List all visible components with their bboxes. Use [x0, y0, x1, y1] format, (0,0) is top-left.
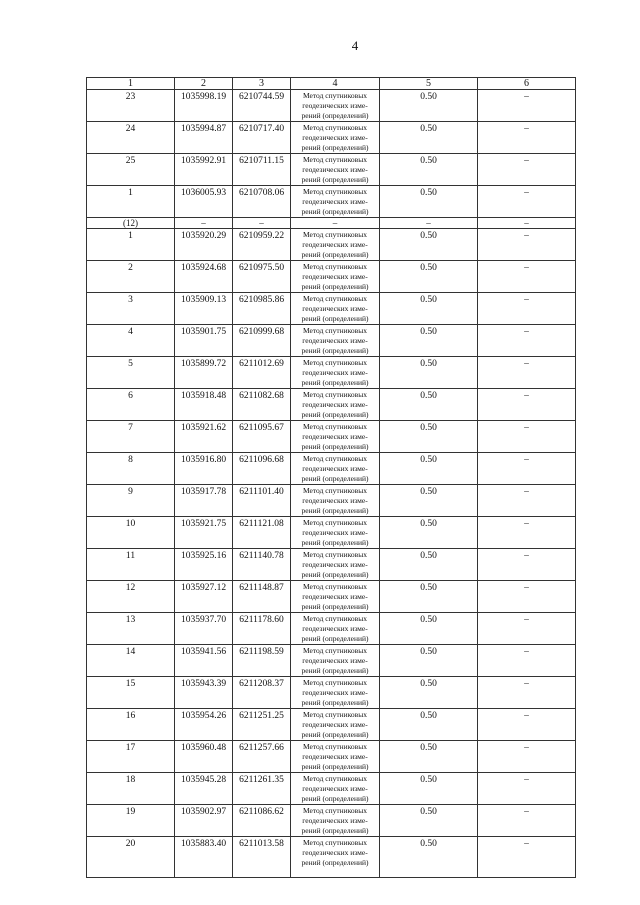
table-cell: 0.50 — [380, 186, 478, 218]
table-cell: 6210959.22 — [233, 229, 291, 261]
table-cell: – — [478, 186, 576, 218]
table-cell: 6210708.06 — [233, 186, 291, 218]
method-cell — [291, 122, 380, 154]
table-row — [87, 261, 576, 293]
method-line: Метод спутниковых — [302, 155, 368, 164]
method-line: Метод спутниковых — [302, 550, 368, 559]
table-cell: 1035954.26 — [175, 709, 233, 741]
method-line: геодезических изме- — [302, 720, 368, 729]
page-number: 4 — [351, 38, 359, 53]
table-cell: 19 — [87, 805, 175, 837]
table-row — [87, 421, 576, 453]
method-line: геодезических изме- — [302, 368, 368, 377]
table-cell: 7 — [87, 421, 175, 453]
method-line: геодезических изме- — [302, 560, 368, 569]
table-cell: 13 — [87, 613, 175, 645]
table-cell: 0.50 — [380, 677, 478, 709]
table-cell: 11 — [87, 549, 175, 581]
method-line: Метод спутниковых — [302, 358, 368, 367]
method-cell — [291, 581, 380, 613]
table-cell: – — [478, 837, 576, 878]
method-line: рений (определений) — [301, 506, 369, 515]
table-cell: 6 — [87, 389, 175, 421]
method-line: Метод спутниковых — [302, 742, 368, 751]
method-line: рений (определений) — [301, 762, 369, 771]
method-cell — [291, 805, 380, 837]
table-cell: – — [478, 293, 576, 325]
method-line: рений (определений) — [301, 634, 369, 643]
table-cell: – — [478, 122, 576, 154]
table-cell: – — [380, 218, 478, 229]
table-cell: 2 — [87, 261, 175, 293]
method-line: геодезических изме- — [302, 101, 368, 110]
table-row — [87, 741, 576, 773]
method-cell — [291, 837, 380, 878]
method-line: Метод спутниковых — [302, 518, 368, 527]
table-cell: 1035921.62 — [175, 421, 233, 453]
table-cell: 16 — [87, 709, 175, 741]
method-line: Метод спутниковых — [302, 710, 368, 719]
table-cell: 6210999.68 — [233, 325, 291, 357]
method-line: Метод спутниковых — [302, 91, 368, 100]
table-cell: (12) — [87, 218, 175, 229]
table-cell: 25 — [87, 154, 175, 186]
column-header: 6 — [478, 78, 576, 90]
table-cell: 6211148.87 — [233, 581, 291, 613]
column-header: 4 — [291, 78, 380, 90]
table-row — [87, 229, 576, 261]
method-line: геодезических изме- — [302, 133, 368, 142]
table-row — [87, 613, 576, 645]
table-row — [87, 517, 576, 549]
table-row — [87, 122, 576, 154]
table-cell: 0.50 — [380, 229, 478, 261]
table-cell: – — [478, 773, 576, 805]
table-cell: 0.50 — [380, 122, 478, 154]
table-cell: – — [478, 389, 576, 421]
method-line: рений (определений) — [301, 207, 369, 216]
method-line: рений (определений) — [301, 858, 369, 867]
method-line: геодезических изме- — [302, 656, 368, 665]
method-cell — [291, 357, 380, 389]
table-row — [87, 90, 576, 122]
table-cell: 5 — [87, 357, 175, 389]
table-row — [87, 389, 576, 421]
table-cell: – — [478, 581, 576, 613]
table-cell: 14 — [87, 645, 175, 677]
table-cell: 0.50 — [380, 261, 478, 293]
method-line: геодезических изме- — [302, 304, 368, 313]
table-cell: – — [478, 357, 576, 389]
method-line: Метод спутниковых — [302, 454, 368, 463]
table-cell: 6211013.58 — [233, 837, 291, 878]
table-cell: 23 — [87, 90, 175, 122]
method-line: геодезических изме- — [302, 528, 368, 537]
method-line: рений (определений) — [301, 314, 369, 323]
table-cell: 6211257.66 — [233, 741, 291, 773]
method-line: Метод спутниковых — [302, 230, 368, 239]
method-line: рений (определений) — [301, 143, 369, 152]
table-header-row — [87, 78, 576, 90]
method-line: Метод спутниковых — [302, 390, 368, 399]
table-cell: 3 — [87, 293, 175, 325]
table-cell: 0.50 — [380, 613, 478, 645]
column-header: 1 — [87, 78, 175, 90]
table-cell: 1035924.68 — [175, 261, 233, 293]
table-cell: – — [478, 421, 576, 453]
table-cell: 0.50 — [380, 325, 478, 357]
table-cell: 6210711.15 — [233, 154, 291, 186]
method-line: рений (определений) — [301, 826, 369, 835]
column-header: 3 — [233, 78, 291, 90]
table-cell: 24 — [87, 122, 175, 154]
table-cell: 0.50 — [380, 90, 478, 122]
table-cell: 6211012.69 — [233, 357, 291, 389]
table-row — [87, 709, 576, 741]
method-line: Метод спутниковых — [302, 422, 368, 431]
table-cell: 6210744.59 — [233, 90, 291, 122]
table-cell: 1035927.12 — [175, 581, 233, 613]
table-cell: 0.50 — [380, 837, 478, 878]
method-line: рений (определений) — [301, 730, 369, 739]
method-line: рений (определений) — [301, 602, 369, 611]
method-line: геодезических изме- — [302, 165, 368, 174]
table-cell: 6211140.78 — [233, 549, 291, 581]
table-cell: 0.50 — [380, 645, 478, 677]
table-cell: 1035994.87 — [175, 122, 233, 154]
method-line: геодезических изме- — [302, 624, 368, 633]
table-cell: 1035902.97 — [175, 805, 233, 837]
method-line: рений (определений) — [301, 698, 369, 707]
method-cell — [291, 453, 380, 485]
method-line: рений (определений) — [301, 111, 369, 120]
table-cell: 1035921.75 — [175, 517, 233, 549]
method-cell — [291, 154, 380, 186]
method-line: рений (определений) — [301, 410, 369, 419]
method-cell — [291, 229, 380, 261]
table-cell: 12 — [87, 581, 175, 613]
table-cell: 10 — [87, 517, 175, 549]
method-cell — [291, 613, 380, 645]
table-cell: 1 — [87, 186, 175, 218]
table-cell: 6211082.68 — [233, 389, 291, 421]
contour-separator-row — [87, 218, 576, 229]
method-cell — [291, 389, 380, 421]
table-cell: 6211121.08 — [233, 517, 291, 549]
table-cell: 0.50 — [380, 709, 478, 741]
column-header: 2 — [175, 78, 233, 90]
table-row — [87, 154, 576, 186]
method-line: геодезических изме- — [302, 272, 368, 281]
method-line: Метод спутниковых — [302, 646, 368, 655]
table-cell: 0.50 — [380, 357, 478, 389]
method-cell — [291, 741, 380, 773]
table-cell: 0.50 — [380, 453, 478, 485]
table-row — [87, 805, 576, 837]
table-cell: – — [478, 549, 576, 581]
table-cell: 0.50 — [380, 389, 478, 421]
method-line: рений (определений) — [301, 378, 369, 387]
table-row — [87, 549, 576, 581]
table-row — [87, 581, 576, 613]
method-cell — [291, 709, 380, 741]
table-cell: – — [478, 645, 576, 677]
table-row — [87, 677, 576, 709]
table-cell: 9 — [87, 485, 175, 517]
table-cell: 8 — [87, 453, 175, 485]
method-line: рений (определений) — [301, 538, 369, 547]
table-cell: 1036005.93 — [175, 186, 233, 218]
method-line: рений (определений) — [301, 474, 369, 483]
table-cell: – — [478, 677, 576, 709]
table-cell: 1035899.72 — [175, 357, 233, 389]
method-line: геодезических изме- — [302, 197, 368, 206]
method-cell — [291, 773, 380, 805]
method-line: рений (определений) — [301, 442, 369, 451]
table-cell: 0.50 — [380, 293, 478, 325]
method-line: геодезических изме- — [302, 496, 368, 505]
table-cell: 17 — [87, 741, 175, 773]
table-cell: 0.50 — [380, 421, 478, 453]
table-cell: 6211086.62 — [233, 805, 291, 837]
method-line: геодезических изме- — [302, 336, 368, 345]
method-line: Метод спутниковых — [302, 614, 368, 623]
method-cell — [291, 90, 380, 122]
table-row — [87, 645, 576, 677]
method-line: рений (определений) — [301, 346, 369, 355]
method-cell — [291, 517, 380, 549]
method-line: геодезических изме- — [302, 240, 368, 249]
table-cell: 6211198.59 — [233, 645, 291, 677]
method-line: геодезических изме- — [302, 848, 368, 857]
table-cell: 1035992.91 — [175, 154, 233, 186]
table-cell: 0.50 — [380, 773, 478, 805]
table-cell: 1035918.48 — [175, 389, 233, 421]
method-line: Метод спутниковых — [302, 582, 368, 591]
table-cell: 0.50 — [380, 805, 478, 837]
method-line: геодезических изме- — [302, 400, 368, 409]
table-cell: 1035943.39 — [175, 677, 233, 709]
method-line: Метод спутниковых — [302, 123, 368, 132]
method-line: Метод спутниковых — [302, 326, 368, 335]
method-line: геодезических изме- — [302, 432, 368, 441]
table-cell: 0.50 — [380, 549, 478, 581]
table-cell: 1035945.28 — [175, 773, 233, 805]
method-cell — [291, 186, 380, 218]
table-cell: 6211208.37 — [233, 677, 291, 709]
table-cell: 6210717.40 — [233, 122, 291, 154]
table-row — [87, 837, 576, 878]
table-row — [87, 186, 576, 218]
table-cell: 6211101.40 — [233, 485, 291, 517]
method-cell — [291, 549, 380, 581]
table-cell: 1035917.78 — [175, 485, 233, 517]
method-line: геодезических изме- — [302, 784, 368, 793]
table-row — [87, 485, 576, 517]
table-row — [87, 453, 576, 485]
method-cell — [291, 677, 380, 709]
table-cell: 18 — [87, 773, 175, 805]
table-cell: 1035960.48 — [175, 741, 233, 773]
method-line: геодезических изме- — [302, 752, 368, 761]
table-cell: 6210975.50 — [233, 261, 291, 293]
table-cell: 6211178.60 — [233, 613, 291, 645]
table-cell: – — [478, 325, 576, 357]
table-cell: – — [478, 453, 576, 485]
table-cell: – — [478, 218, 576, 229]
method-cell — [291, 645, 380, 677]
method-line: Метод спутниковых — [302, 774, 368, 783]
method-cell — [291, 485, 380, 517]
table-cell: 1035937.70 — [175, 613, 233, 645]
method-line: геодезических изме- — [302, 688, 368, 697]
method-cell — [291, 261, 380, 293]
table-row — [87, 357, 576, 389]
table-cell: 6211251.25 — [233, 709, 291, 741]
method-line: рений (определений) — [301, 570, 369, 579]
method-line: Метод спутниковых — [302, 187, 368, 196]
table-cell: 1035920.29 — [175, 229, 233, 261]
table-cell: – — [233, 218, 291, 229]
coordinates-table — [86, 77, 576, 878]
table-cell: 0.50 — [380, 741, 478, 773]
table-cell: 20 — [87, 837, 175, 878]
method-line: Метод спутниковых — [302, 838, 368, 847]
table-cell: 1035941.56 — [175, 645, 233, 677]
table-cell: 4 — [87, 325, 175, 357]
table-cell: – — [478, 90, 576, 122]
table-row — [87, 773, 576, 805]
table-cell: 0.50 — [380, 517, 478, 549]
table-cell: 0.50 — [380, 485, 478, 517]
table-cell: 1035883.40 — [175, 837, 233, 878]
table-cell: 1 — [87, 229, 175, 261]
table-cell: 6210985.86 — [233, 293, 291, 325]
table-cell: 1035925.16 — [175, 549, 233, 581]
method-line: Метод спутниковых — [302, 486, 368, 495]
method-line: рений (определений) — [301, 282, 369, 291]
table-cell: 0.50 — [380, 581, 478, 613]
method-cell — [291, 421, 380, 453]
method-line: рений (определений) — [301, 175, 369, 184]
method-cell — [291, 325, 380, 357]
table-cell: 0.50 — [380, 154, 478, 186]
table-cell: – — [478, 229, 576, 261]
table-cell: 15 — [87, 677, 175, 709]
method-line: Метод спутниковых — [302, 678, 368, 687]
table-cell: – — [478, 154, 576, 186]
method-cell — [291, 293, 380, 325]
table-cell: – — [478, 805, 576, 837]
method-line: Метод спутниковых — [302, 806, 368, 815]
method-line: рений (определений) — [301, 250, 369, 259]
table-cell: – — [478, 709, 576, 741]
table-cell: 1035901.75 — [175, 325, 233, 357]
table-cell: – — [478, 261, 576, 293]
method-line: Метод спутниковых — [302, 262, 368, 271]
table-cell: – — [291, 218, 380, 229]
table-cell: 1035998.19 — [175, 90, 233, 122]
method-line: геодезических изме- — [302, 816, 368, 825]
method-line: Метод спутниковых — [302, 294, 368, 303]
table-cell: 6211096.68 — [233, 453, 291, 485]
table-row — [87, 293, 576, 325]
method-line: геодезических изме- — [302, 592, 368, 601]
method-line: рений (определений) — [301, 666, 369, 675]
table-cell: – — [175, 218, 233, 229]
method-line: рений (определений) — [301, 794, 369, 803]
table-cell: – — [478, 613, 576, 645]
table-cell: 6211095.67 — [233, 421, 291, 453]
column-header: 5 — [380, 78, 478, 90]
table-cell: 1035916.80 — [175, 453, 233, 485]
table-cell: 1035909.13 — [175, 293, 233, 325]
method-line: геодезических изме- — [302, 464, 368, 473]
table-cell: – — [478, 485, 576, 517]
table-row — [87, 325, 576, 357]
table-cell: – — [478, 517, 576, 549]
table-cell: 6211261.35 — [233, 773, 291, 805]
table-cell: – — [478, 741, 576, 773]
